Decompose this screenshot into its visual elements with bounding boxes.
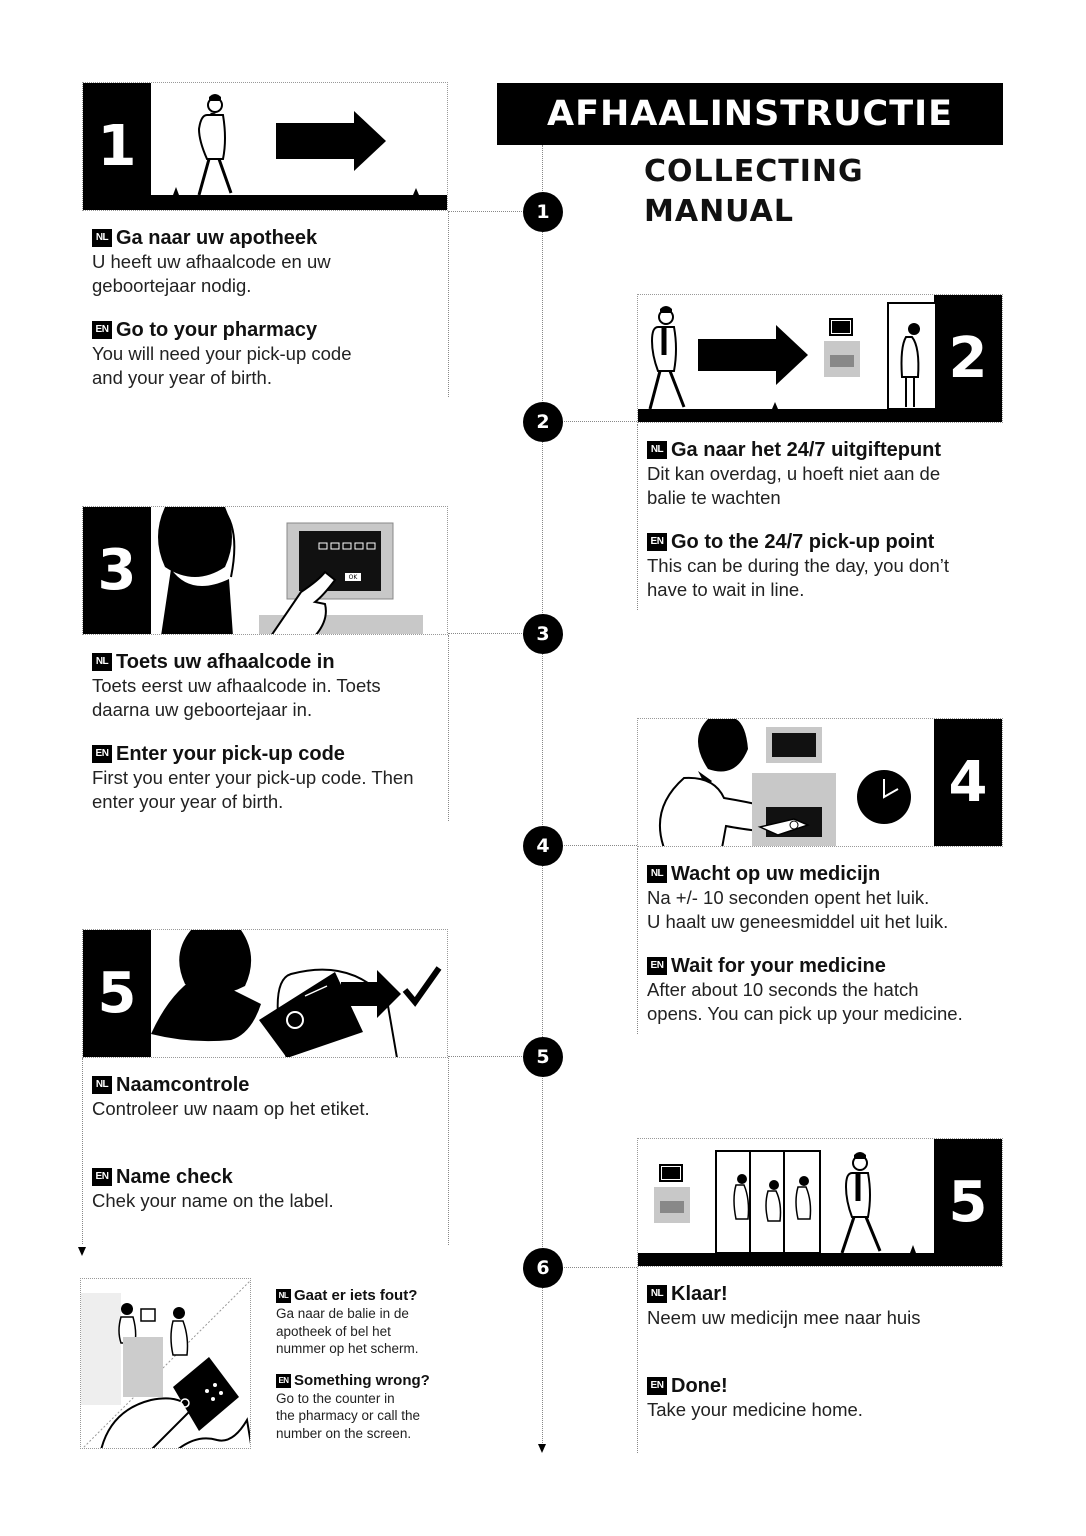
step-6-number: 5 (934, 1139, 1002, 1266)
help-arrow (78, 1247, 86, 1256)
step-6-en-body: Take your medicine home. (647, 1399, 863, 1420)
step-4-nl-heading: NL Wacht op uw medicijn (647, 862, 1007, 886)
connector-2 (562, 421, 637, 422)
step-4-nl-body: Na +/- 10 seconden opent het luik. U haalt uw geneesmiddel uit het luik. (647, 887, 949, 932)
step-4-number: 4 (934, 719, 1002, 846)
step-1-en-heading: EN Go to your pharmacy (92, 318, 452, 342)
nl-badge: NL (647, 1285, 667, 1303)
step-5-illustration (82, 929, 448, 1058)
page-title: AFHAALINSTRUCTIE (497, 83, 1003, 145)
nl-badge: NL (92, 653, 112, 671)
help-en-heading: EN Something wrong? (276, 1372, 476, 1390)
step-6-nl-body: Neem uw medicijn mee naar huis (647, 1307, 921, 1328)
guide-right-6 (637, 1268, 638, 1453)
connector-3 (448, 633, 524, 634)
step-3-text (92, 650, 452, 814)
nl-badge: NL (647, 441, 667, 459)
step-5-text (92, 1073, 452, 1213)
timeline-step-1: 1 (523, 192, 563, 232)
timeline-end-arrow (538, 1444, 546, 1453)
step-1-number: 1 (83, 83, 151, 210)
connector-5 (448, 1056, 524, 1057)
page-subtitle (644, 152, 864, 232)
step-3-nl-body: Toets eerst uw afhaalcode in. Toets daarna uw geboortejaar in. (92, 675, 381, 720)
step-1-nl-heading: NL Ga naar uw apotheek (92, 226, 452, 250)
step-5-nl-body: Controleer uw naam op het etiket. (92, 1098, 370, 1119)
step-4-text (647, 862, 1007, 1026)
step-5-nl-heading: NL Naamcontrole (92, 1073, 452, 1097)
subtitle-line-2: MANUAL (644, 194, 794, 229)
step-2-en-heading: EN Go to the 24/7 pick-up point (647, 530, 1007, 554)
step-4-en-heading: EN Wait for your medicine (647, 954, 1007, 978)
step-6-nl-heading: NL Klaar! (647, 1282, 1007, 1306)
going-home-icon (638, 1139, 936, 1267)
step-3-illustration (82, 506, 448, 635)
en-badge: EN (647, 533, 667, 551)
en-badge: EN (647, 1377, 667, 1395)
step-2-en-body: This can be during the day, you don’t have to wait in line. (647, 555, 950, 600)
step-6-en-heading: EN Done! (647, 1374, 1007, 1398)
keypad-icon (151, 507, 448, 635)
subtitle-line-1: COLLECTING (644, 154, 864, 189)
pickup-point-icon (638, 295, 936, 423)
help-nl-heading: NL Gaat er iets fout? (276, 1287, 476, 1305)
nl-badge: NL (92, 1076, 112, 1094)
step-1-en-body: You will need your pick-up code and your year of birth. (92, 343, 352, 388)
step-1-nl-body: U heeft uw afhaalcode en uw geboortejaar nodig. (92, 251, 331, 296)
step-6-text (647, 1282, 1007, 1422)
step-1-illustration (82, 82, 448, 211)
help-en-body: Go to the counter in the pharmacy or call the number on the screen. (276, 1390, 421, 1441)
en-badge: EN (92, 745, 112, 763)
connector-6 (562, 1267, 637, 1268)
phone-call-icon (81, 1279, 251, 1449)
timeline-step-4: 4 (523, 826, 563, 866)
step-4-en-body: After about 10 seconds the hatch opens. You can pick up your medicine. (647, 979, 963, 1024)
hatch-clock-icon (638, 719, 936, 847)
guide-right-2 (637, 424, 638, 610)
help-illustration (80, 1278, 251, 1449)
en-badge: EN (92, 321, 112, 339)
timeline-step-2: 2 (523, 402, 563, 442)
step-6-illustration (637, 1138, 1003, 1267)
nl-badge: NL (92, 229, 112, 247)
step-4-illustration (637, 718, 1003, 847)
guide-right-4 (637, 848, 638, 1034)
step-2-illustration (637, 294, 1003, 423)
step-2-number: 2 (934, 295, 1002, 422)
help-nl-body: Ga naar de balie in de apotheek of bel het nummer op het scherm. (276, 1306, 419, 1356)
nl-badge: NL (276, 1289, 291, 1303)
en-badge: EN (92, 1168, 112, 1186)
keypad-ok-label: OK (348, 574, 358, 581)
en-badge: EN (647, 957, 667, 975)
walking-person-icon (151, 83, 448, 211)
step-2-nl-heading: NL Ga naar het 24/7 uitgiftepunt (647, 438, 1007, 462)
step-3-nl-heading: NL Toets uw afhaalcode in (92, 650, 452, 674)
en-badge: EN (276, 1374, 291, 1388)
connector-1 (448, 211, 524, 212)
step-3-number: 3 (83, 507, 151, 634)
step-5-en-body: Chek your name on the label. (92, 1190, 334, 1211)
help-text (276, 1287, 476, 1442)
name-check-icon (151, 930, 448, 1058)
step-2-text (647, 438, 1007, 602)
step-3-en-heading: EN Enter your pick-up code (92, 742, 452, 766)
step-1-text (92, 226, 452, 390)
connector-4 (562, 845, 637, 846)
nl-badge: NL (647, 865, 667, 883)
timeline-step-5: 5 (523, 1037, 563, 1077)
timeline-step-6: 6 (523, 1248, 563, 1288)
timeline-step-3: 3 (523, 614, 563, 654)
guide-left-5b (82, 1058, 83, 1244)
step-3-en-body: First you enter your pick-up code. Then enter your year of birth. (92, 767, 414, 812)
step-2-nl-body: Dit kan overdag, u hoeft niet aan de balie te wachten (647, 463, 941, 508)
step-5-number: 5 (83, 930, 151, 1057)
step-5-en-heading: EN Name check (92, 1165, 452, 1189)
